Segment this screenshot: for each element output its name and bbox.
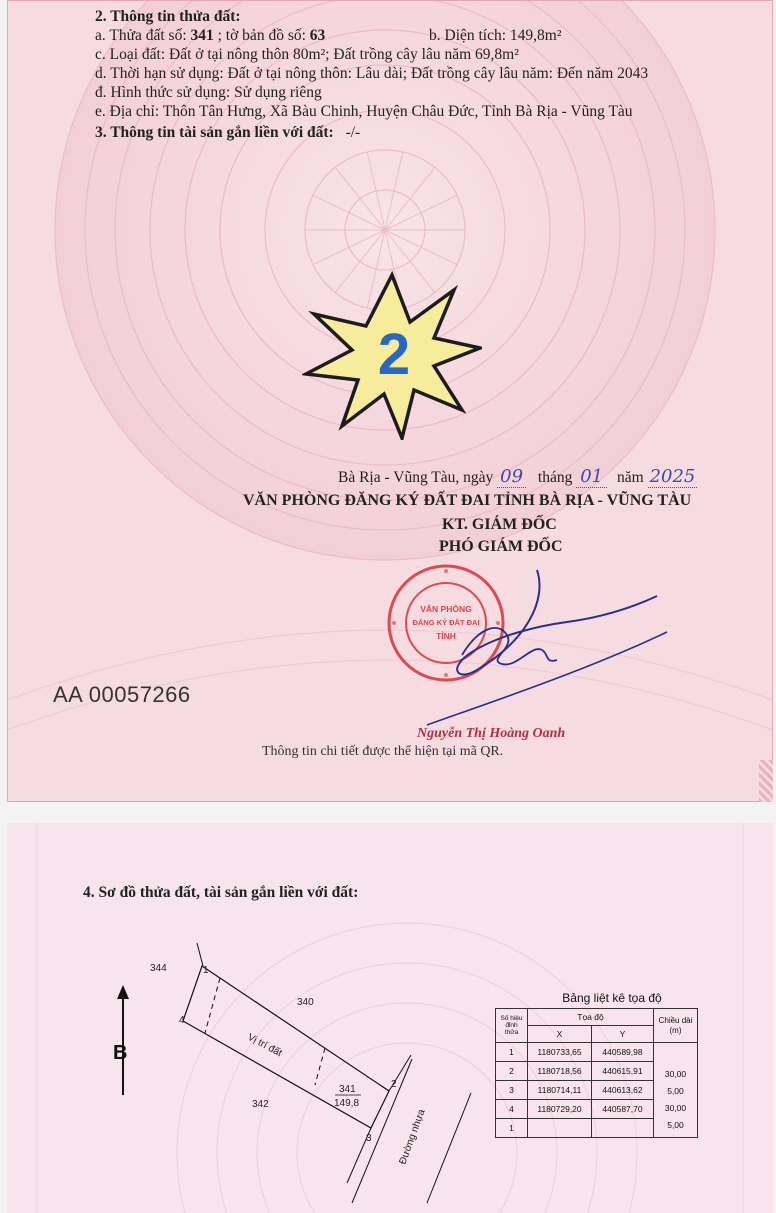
border-pattern [759,760,773,802]
vertex-2-label: 2 [391,1079,397,1090]
date-month-label: tháng [537,469,573,486]
parcel-number-label: 341 [339,1084,356,1095]
date-year-label: năm [617,469,644,486]
road-left-edge [352,1059,412,1203]
star-badge-icon [302,270,482,440]
land-use-dashed-line [315,1048,325,1085]
north-label: B [113,1042,128,1064]
col-x-header: X [528,1026,592,1043]
qr-note: Thông tin chi tiết được thể hiện tại mã QR. [262,744,504,759]
table-row: 3 1180714,11 440613,62 [496,1081,698,1100]
date-prefix: Bà Rịa - Vũng Tàu, ngày [338,469,494,486]
address-line: e. Địa chỉ: Thôn Tân Hưng, Xã Bàu Chinh, Huyện Châu Đức, Tỉnh Bà Rịa - Vũng Tàu [95,103,633,120]
usage-term-line: d. Thời hạn sử dụng: Đất ở tại nông thôn: Lâu dài; Đất trồng cây lâu năm: Đến năm 2043 [95,65,649,82]
length-value: 30,00 [664,1069,687,1079]
col-point-header: Số hiệu đỉnh thửa [496,1009,528,1043]
length-value: 30,00 [664,1103,687,1113]
section-2-title: 2. Thông tin thửa đất: [95,8,241,25]
neighbor-parcel-342: 342 [252,1099,269,1110]
table-row: 2 1180718,56 440615,91 [496,1062,698,1081]
length-value: 5,00 [667,1086,684,1096]
section-3-title: 3. Thông tin tài sản gắn liền với đất: [95,124,334,141]
col-y-header: Y [592,1026,654,1043]
parcel-label: a. Thửa đất số: [95,27,187,44]
coordinate-table [495,1008,698,1138]
handwritten-signature [417,560,677,730]
badge-number: 2 [377,322,411,387]
land-type-line: c. Loại đất: Đất ở tại nông thôn 80m²; Đất trồng cây lâu năm 69,8m² [95,46,519,63]
date-year: 2025 [649,466,696,487]
deputy-director: PHÓ GIÁM ĐỐC [439,538,563,555]
date-day: 09 [497,466,526,488]
stamp-line-1: VĂN PHÒNG [420,604,472,614]
stamp-line-3: TỈNH [436,631,456,641]
sheet-label: ; tờ bản đồ số: [217,27,306,44]
coordinate-table-block [495,991,735,1138]
vertex-1-label: 1 [203,965,209,976]
land-use-dashed-line [205,978,220,1033]
parcel-number: 341 [190,27,214,44]
north-arrow-icon [117,985,129,1095]
sheet-number: 63 [309,27,326,44]
certificate-page-2 [7,823,773,1213]
parcel-area-label: 149,8 [334,1098,360,1109]
col-length-header: Chiều dài (m) [654,1009,698,1043]
vertex-3-label: 3 [366,1133,372,1144]
area-line: b. Diện tích: 149,8m² [429,27,562,44]
date-month: 01 [576,466,607,488]
table-row: 1 1180733,65 440589,98 30,00 5,00 30,00 5,00 [496,1043,698,1062]
certificate-page-1 [7,0,773,802]
vertex-4-label: 4 [179,1015,185,1026]
boundary-line [197,943,203,966]
length-column [654,1043,698,1138]
table-row: 1 [496,1119,698,1138]
table-row: 4 1180729,20 440587,70 [496,1100,698,1119]
length-value: 5,00 [667,1120,684,1130]
kt-director: KT. GIÁM ĐỐC [442,516,557,533]
signer-name: Nguyễn Thị Hoàng Oanh [417,726,566,741]
issue-date [338,466,697,487]
col-coord-header: Tọa độ [528,1009,654,1026]
stamp-line-2: ĐĂNG KÝ ĐẤT ĐAI [412,618,480,627]
office-name: VĂN PHÒNG ĐĂNG KÝ ĐẤT ĐAI TỈNH BÀ RỊA - VŨNG TÀU [243,492,692,509]
usage-form-line: đ. Hình thức sử dụng: Sử dụng riêng [95,84,322,101]
certificate-serial: AA 00057266 [53,682,191,707]
coordinate-table-title: Bảng liệt kê tọa độ [562,991,662,1005]
road-label: Đường nhựa [397,1107,428,1167]
section-3-line [95,124,360,142]
parcel-line [95,27,325,45]
section-3-value: -/- [345,124,361,141]
road-right-edge [427,1093,471,1203]
location-label: Vị trí đất [245,1031,284,1060]
neighbor-parcel-344: 344 [150,963,167,974]
neighbor-parcel-340: 340 [297,997,314,1008]
section-4-title: 4. Sơ đồ thửa đất, tài sản gắn liền với đất: [83,884,359,901]
